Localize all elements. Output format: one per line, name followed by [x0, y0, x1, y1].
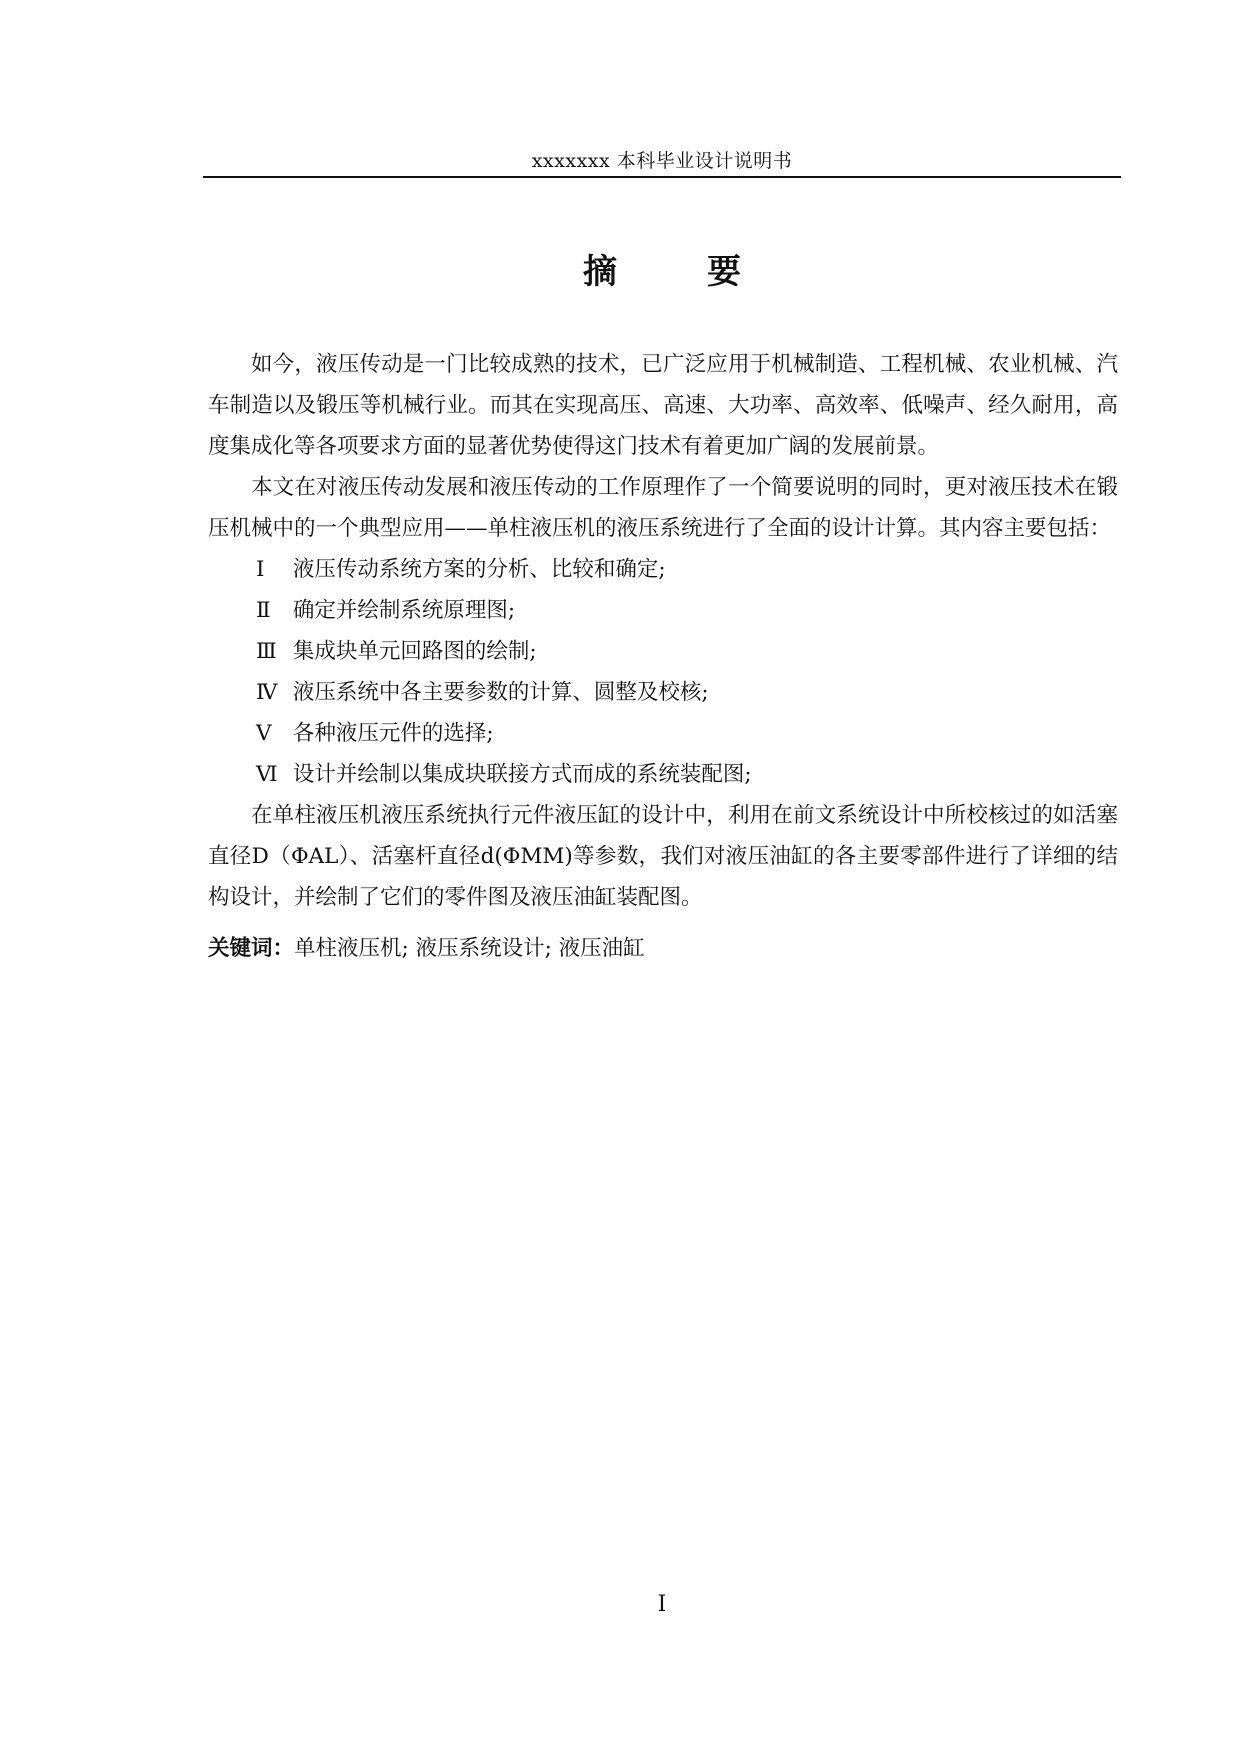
list-item-text: 各种液压元件的选择; — [292, 721, 494, 746]
page-number: I — [657, 1592, 667, 1617]
list-item — [208, 713, 1118, 754]
list-item-number: Ⅳ — [256, 680, 278, 705]
list-item — [208, 590, 1118, 631]
list-item — [208, 754, 1118, 795]
abstract-paragraph-1: 如今，液压传动是一门比较成熟的技术，已广泛应用于机械制造、工程机械、农业机械、汽车制造以及锻压等机械行业。而其在实现高压、高速、大功率、高效率、低噪声、经久耐用，高度集成化等各项要求方面的显著优势使得这门技术有着更加广阔的发展前景。 — [208, 352, 1118, 459]
list-item — [208, 549, 1118, 590]
list-item-text: 液压传动系统方案的分析、比较和确定; — [292, 557, 666, 582]
header-rule — [203, 176, 1121, 178]
keywords-label: 关键词： — [208, 936, 295, 961]
list-item-number: Ⅴ — [256, 721, 272, 746]
content-list — [208, 549, 1118, 795]
title-char-2: 要 — [707, 252, 741, 292]
list-item-number: Ⅵ — [256, 762, 278, 787]
list-item — [208, 631, 1118, 672]
abstract-paragraph-3: 在单柱液压机液压系统执行元件液压缸的设计中，利用在前文系统设计中所校核过的如活塞直径D（ΦAL）、活塞杆直径d(ΦMM)等参数，我们对液压油缸的各主要零部件进行了详细的结构设计，并绘制了它们的零件图及液压油缸装配图。 — [208, 803, 1118, 910]
page-title — [203, 248, 1121, 296]
abstract-body — [208, 344, 1118, 969]
list-item-number: Ⅱ — [256, 598, 271, 623]
list-item-text: 设计并绘制以集成块联接方式而成的系统装配图; — [292, 762, 752, 787]
list-item-number: Ⅲ — [256, 639, 277, 664]
list-item-text: 集成块单元回路图的绘制; — [292, 639, 537, 664]
title-char-1: 摘 — [583, 252, 617, 292]
list-item-text: 液压系统中各主要参数的计算、圆整及校核; — [292, 680, 709, 705]
keywords-line — [208, 928, 1118, 969]
list-item-text: 确定并绘制系统原理图; — [292, 598, 516, 623]
abstract-paragraph-2: 本文在对液压传动发展和液压传动的工作原理作了一个简要说明的同时，更对液压技术在锻压机械中的一个典型应用——单柱液压机的液压系统进行了全面的设计计算。其内容主要包括： — [208, 475, 1118, 541]
page-header: xxxxxxx 本科毕业设计说明书 — [531, 150, 793, 172]
list-item-number: Ⅰ — [256, 557, 265, 582]
keywords-text: 单柱液压机; 液压系统设计; 液压油缸 — [294, 936, 645, 961]
list-item — [208, 672, 1118, 713]
